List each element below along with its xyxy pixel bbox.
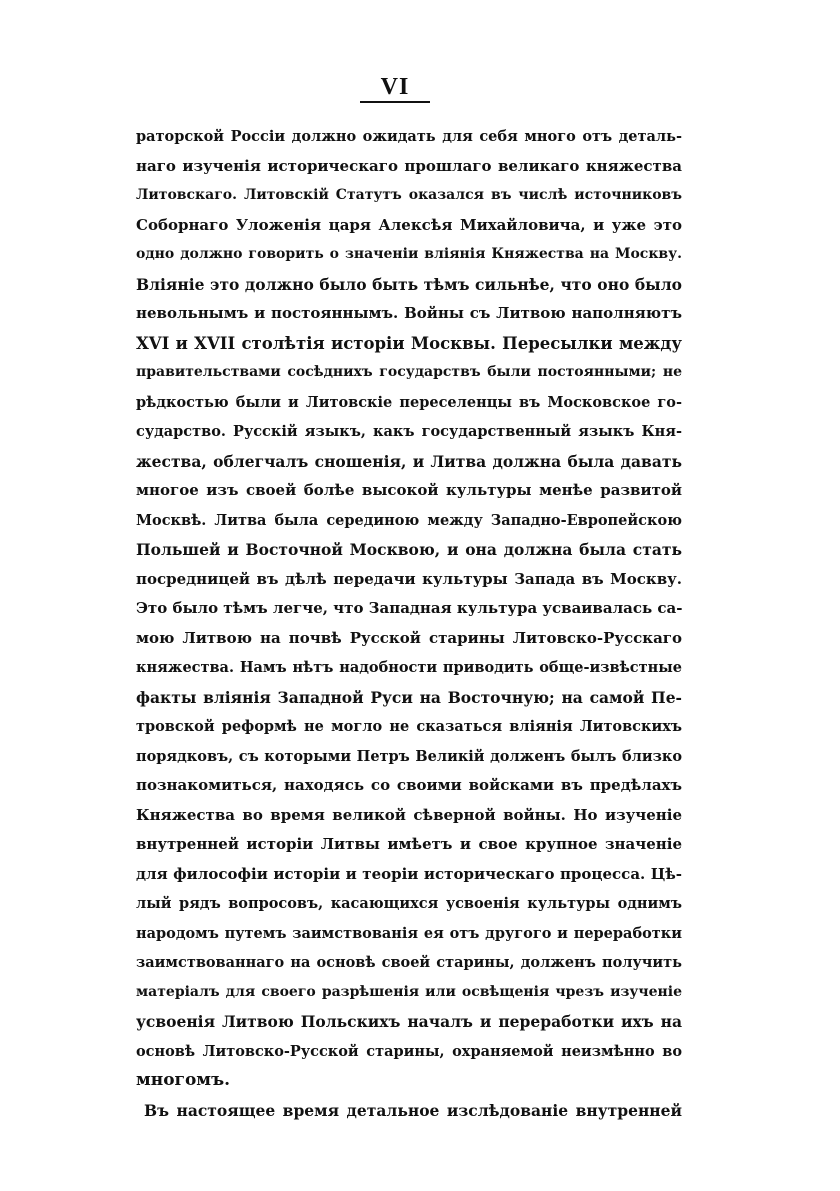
text-line: невольнымъ и постояннымъ. Войны съ Литвою наполняютъ <box>136 304 682 322</box>
text-line: Это было тѣмъ легче, что Западная культура усваивалась са- <box>136 599 683 617</box>
text-line: сударство. Русскій языкъ, какъ государственный языкъ Кня- <box>136 423 682 440</box>
text-line: XVI и XVII столѣтія исторіи Москвы. Пересылки между <box>136 333 682 353</box>
text-line-paragraph-end: многомъ. <box>136 1070 231 1090</box>
text-line: Вліяніе это должно было быть тѣмъ сильнѣе, что оно было <box>136 274 682 294</box>
text-line-paragraph-start: Въ настоящее время детальное изслѣдованіе внутренней <box>144 1100 682 1120</box>
text-line: мою Литвою на почвѣ Русской старины Литовско-Русскаго <box>136 628 682 647</box>
text-line: жества, облегчалъ сношенія, и Литва должна была давать <box>136 451 682 471</box>
text-line: Москвѣ. Литва была серединою между Западно-Европейскою <box>136 511 682 529</box>
text-line: многое изъ своей болѣе высокой культуры менѣе развитой <box>136 481 682 499</box>
text-line: заимствованнаго на основѣ своей старины, долженъ получить <box>136 954 682 971</box>
text-line: посредницей въ дѣлѣ передачи культуры Запада въ Москву. <box>136 569 682 588</box>
body-text <box>136 122 682 1125</box>
text-line: внутренней исторіи Литвы имѣетъ и свое крупное значеніе <box>136 835 682 853</box>
text-line: правительствами сосѣднихъ государствъ были постоянными; не <box>136 364 682 380</box>
text-line: Княжества во время великой сѣверной войны. Но изученіе <box>136 805 682 824</box>
text-line: народомъ путемъ заимствованія ея отъ другого и переработки <box>136 924 682 942</box>
text-line: основѣ Литовско-Русской старины, охраняемой неизмѣнно во <box>136 1042 682 1060</box>
text-line: познакомиться, находясь со своими войсками въ предѣлахъ <box>136 776 682 794</box>
text-line: раторской Россіи должно ожидать для себя много отъ деталь- <box>136 128 682 145</box>
text-line: усвоенія Литвою Польскихъ началъ и переработки ихъ на <box>136 1012 682 1031</box>
text-line: Литовскаго. Литовскій Статутъ оказался въ числѣ источниковъ <box>136 187 682 203</box>
text-line: матеріалъ для своего разрѣшенія или освѣщенія чрезъ изученіе <box>136 983 682 1000</box>
text-line: рѣдкостью были и Литовскіе переселенцы въ Московское го- <box>136 393 682 411</box>
text-line: тровской реформѣ не могло не сказаться вліянія Литовскихъ <box>136 718 682 735</box>
text-line: Соборнаго Уложенія царя Алексѣя Михайловича, и уже это <box>136 215 682 234</box>
text-line: наго изученія историческаго прошлаго великаго княжества <box>136 156 682 175</box>
page-number: VI <box>380 74 410 100</box>
page-number-rule <box>360 101 430 103</box>
text-line: Польшей и Восточной Москвою, и она должна была стать <box>136 540 682 559</box>
text-line: княжества. Намъ нѣтъ надобности приводить обще-извѣстные <box>136 659 682 676</box>
text-line: факты вліянія Западной Руси на Восточную; на самой Пе- <box>136 687 682 707</box>
text-line: лый рядъ вопросовъ, касающихся усвоенія культуры однимъ <box>136 895 682 912</box>
text-line: для философіи исторіи и теоріи историческаго процесса. Цѣ- <box>136 864 682 883</box>
text-line: порядковъ, съ которыми Петръ Великій долженъ былъ близко <box>136 747 682 765</box>
text-line: одно должно говорить о значеніи вліянія Княжества на Москву. <box>136 246 682 262</box>
